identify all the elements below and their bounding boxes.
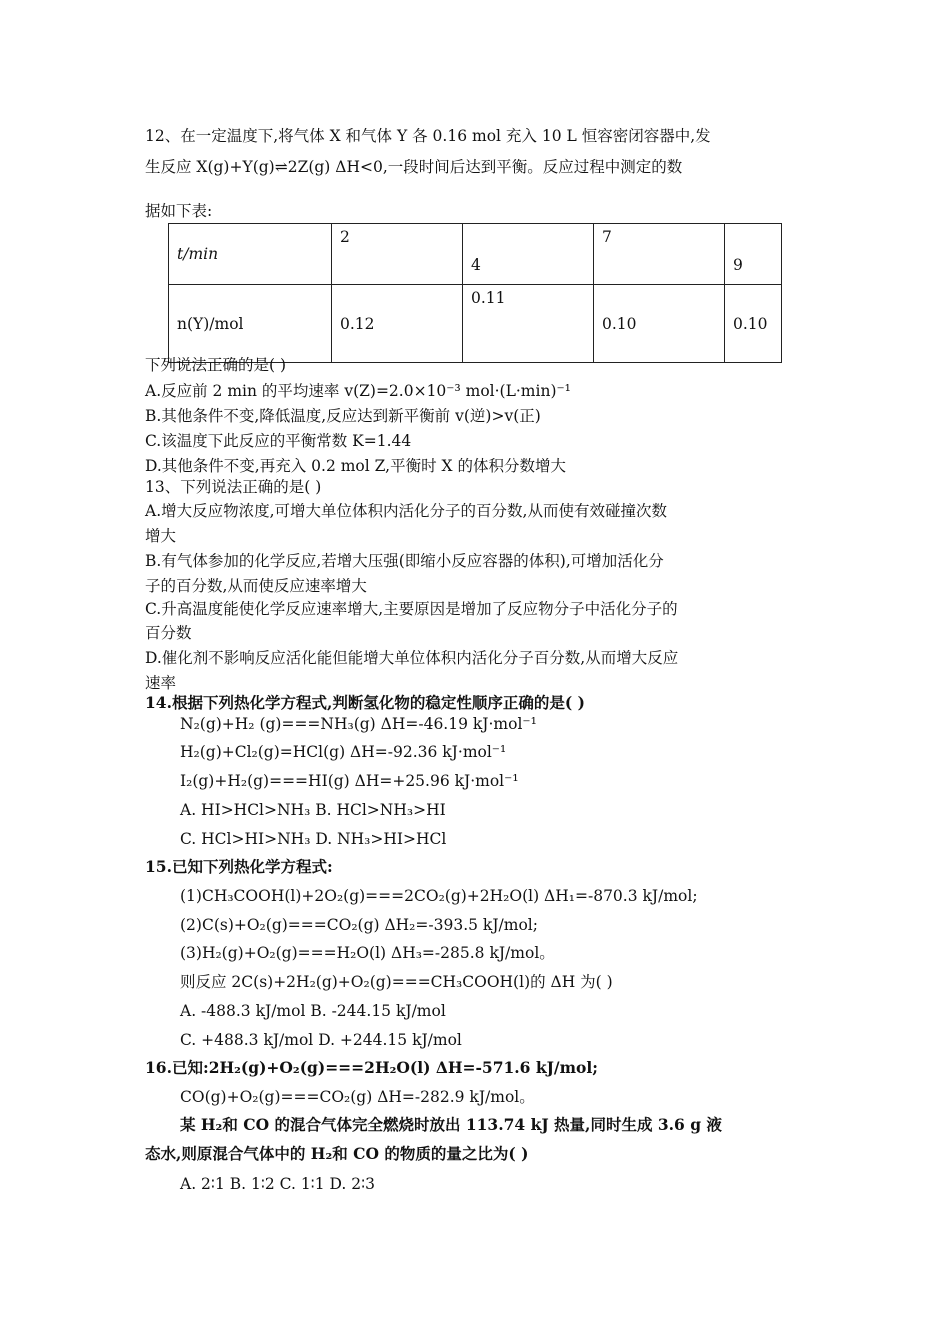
q15-stem: 15.已知下列热化学方程式: <box>145 857 333 876</box>
q12-line1: 12、在一定温度下,将气体 X 和气体 Y 各 0.16 mol 充入 10 L 恒容密闭容器中,发 <box>145 127 711 145</box>
q16-body-line2: 态水,则原混合气体中的 H₂和 CO 的物质的量之比为( ) <box>145 1144 529 1163</box>
table-header-cell: 4 <box>463 224 594 285</box>
q15-equation-1: (1)CH₃COOH(l)+2O₂(g)===2CO₂(g)+2H₂O(l) ΔH₁=-870.3 kJ/mol; <box>180 887 698 905</box>
q13-stem: 13、下列说法正确的是( ) <box>145 478 322 496</box>
q15-equation-2: (2)C(s)+O₂(g)===CO₂(g) ΔH₂=-393.5 kJ/mol; <box>180 916 538 934</box>
q12-option-b: B.其他条件不变,降低温度,反应达到新平衡前 v(逆)>v(正) <box>145 407 541 425</box>
header-t: t/min <box>177 245 219 263</box>
q13-option-a-line2: 增大 <box>145 527 177 545</box>
q14-options-cd: C. HCl>HI>NH₃ D. NH₃>HI>HCl <box>180 830 447 848</box>
q13-option-b-line2: 子的百分数,从而使反应速率增大 <box>145 577 367 595</box>
q13-option-c-line2: 百分数 <box>145 624 192 642</box>
q12-stem: 下列说法正确的是( ) <box>145 356 287 374</box>
data-table <box>168 223 782 363</box>
table-cell: 0.10 <box>594 285 725 363</box>
q16-options: A. 2∶1 B. 1∶2 C. 1∶1 D. 2∶3 <box>180 1175 375 1193</box>
q12-line2: 生反应 X(g)+Y(g)⇌2Z(g) ΔH<0,一段时间后达到平衡。反应过程中测定的数 <box>145 158 683 176</box>
q12-option-c: C.该温度下此反应的平衡常数 K=1.44 <box>145 432 412 450</box>
table-header-cell <box>169 224 332 285</box>
table-header-cell: 2 <box>332 224 463 285</box>
table-header-cell: 7 <box>594 224 725 285</box>
table-header-cell: 9 <box>725 224 782 285</box>
q13-option-d-line2: 速率 <box>145 674 177 692</box>
q16-stem: 16.已知:2H₂(g)+O₂(g)===2H₂O(l) ΔH=-571.6 kJ/mol; <box>145 1058 598 1077</box>
table-cell: 0.11 <box>463 285 594 363</box>
table-row <box>169 285 782 363</box>
q16-body-line1: 某 H₂和 CO 的混合气体完全燃烧时放出 113.74 kJ 热量,同时生成 3.6 g 液 <box>180 1115 722 1134</box>
table-cell: 0.10 <box>725 285 782 363</box>
q16-equation-2: CO(g)+O₂(g)===CO₂(g) ΔH=-282.9 kJ/mol。 <box>180 1088 535 1106</box>
q13-option-b-line1: B.有气体参加的化学反应,若增大压强(即缩小反应容器的体积),可增加活化分 <box>145 552 664 570</box>
q14-options-ab: A. HI>HCl>NH₃ B. HCl>NH₃>HI <box>180 801 446 819</box>
q12-line3: 据如下表: <box>145 202 213 220</box>
table-cell: 0.12 <box>332 285 463 363</box>
q15-question: 则反应 2C(s)+2H₂(g)+O₂(g)===CH₃COOH(l)的 ΔH 为( ) <box>180 973 613 991</box>
q15-equation-3: (3)H₂(g)+O₂(g)===H₂O(l) ΔH₃=-285.8 kJ/mol。 <box>180 944 555 962</box>
q14-equation-3: I₂(g)+H₂(g)===HI(g) ΔH=+25.96 kJ·mol⁻¹ <box>180 772 519 790</box>
q14-equation-2: H₂(g)+Cl₂(g)=HCl(g) ΔH=-92.36 kJ·mol⁻¹ <box>180 743 507 761</box>
q13-option-c-line1: C.升高温度能使化学反应速率增大,主要原因是增加了反应物分子中活化分子的 <box>145 600 678 618</box>
q13-option-a-line1: A.增大反应物浓度,可增大单位体积内活化分子的百分数,从而使有效碰撞次数 <box>145 502 667 520</box>
table-row <box>169 224 782 285</box>
q15-options-ab: A. -488.3 kJ/mol B. -244.15 kJ/mol <box>180 1002 446 1020</box>
q12-option-a: A.反应前 2 min 的平均速率 v(Z)=2.0×10⁻³ mol·(L·min)⁻¹ <box>145 382 571 400</box>
q13-option-d-line1: D.催化剂不影响反应活化能但能增大单位体积内活化分子百分数,从而增大反应 <box>145 649 679 667</box>
q12-option-d: D.其他条件不变,再充入 0.2 mol Z,平衡时 X 的体积分数增大 <box>145 457 566 475</box>
q14-equation-1: N₂(g)+H₂ (g)===NH₃(g) ΔH=-46.19 kJ·mol⁻¹ <box>180 715 537 733</box>
table-cell: n(Y)/mol <box>169 285 332 363</box>
q14-stem: 14.根据下列热化学方程式,判断氢化物的稳定性顺序正确的是( ) <box>145 693 585 712</box>
q15-options-cd: C. +488.3 kJ/mol D. +244.15 kJ/mol <box>180 1031 462 1049</box>
